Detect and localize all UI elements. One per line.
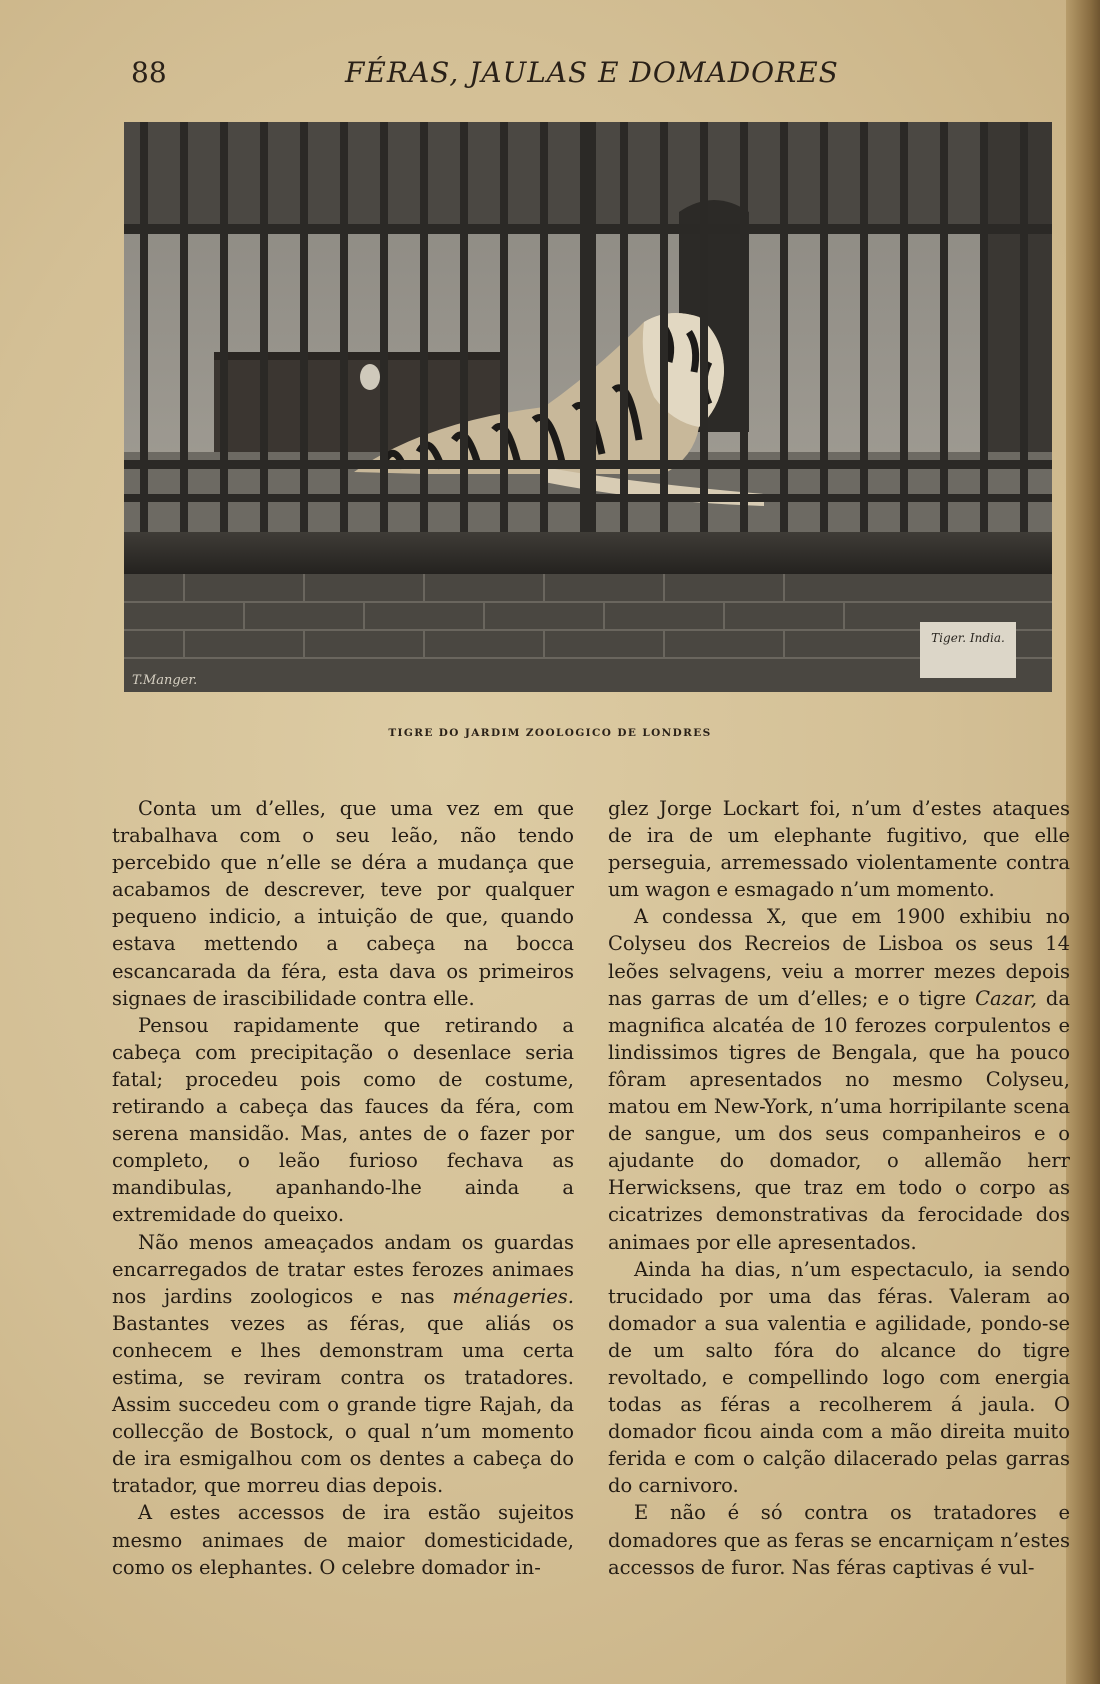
paragraph-continued: glez Jorge Lockart foi, n’um d’estes ataques de ira de um elephante fugitivo, que elle perseguia, arremessado violentamente contra um wagon e esmagado n’um momento. (608, 797, 1070, 902)
tiger-cage-photograph (124, 122, 1052, 692)
paragraph: Ainda ha dias, n’um espectaculo, ia sendo trucidado por uma das féras. Valeram ao domador a sua valentia e agilidade, pondo-se de um salto fóra do alcance do tigre revoltado, e compellindo logo com energia todas as féras a recolherem á jaula. O domador ficou ainda com a mão direita muito ferida e com o calção dilacerado pelas garras do carnivoro. (608, 1257, 1070, 1498)
paragraph (608, 903, 1070, 1255)
photographer-mark: T.Manger. (132, 673, 198, 688)
figure-caption: TIGRE DO JARDIM ZOOLOGICO DE LONDRES (388, 727, 712, 739)
running-title: FÉRAS, JAULAS E DOMADORES (345, 56, 839, 89)
paragraph (112, 1229, 574, 1500)
left-column (112, 795, 574, 1581)
photo-illustration (124, 122, 1052, 692)
sign-text: Tiger. India. (931, 631, 1005, 645)
right-column (608, 795, 1070, 1581)
italic-term: ménageries. (452, 1284, 574, 1308)
paragraph: A estes accessos de ira estão sujeitos mesmo animaes de maior domesticidade, como os elephantes. O celebre domador in- (112, 1501, 574, 1579)
page-number: 88 (131, 56, 167, 89)
paragraph: E não é só contra os tratadores e domadores que as feras se encarniçam n’estes accessos de furor. Nas féras captivas é vul- (608, 1501, 1070, 1579)
italic-term: Cazar, (975, 986, 1037, 1010)
text-run: da magnifica alcatéa de 10 ferozes corpulentos e lindissimos tigres de Bengala, que ha pouco fôram apresentados no mesmo Colyseu, matou em New-York, n’uma horripilante scena de sangue, um dos seus companheiros e o ajudante do domador, o allemão herr Herwicksens, que traz em todo o corpo as cicatrizes demonstrativas da ferocidade dos animaes por elle apresentados. (608, 986, 1071, 1254)
text-run: Bastantes vezes as féras, que aliás os conhecem e lhes demonstram uma certa estima, se reviram contra os tratadores. Assim succedeu com o grande tigre Rajah, da collecção de Bostock, o qual n’um momento de ira esmigalhou com os dentes a cabeça do tratador, que morreu dias depois. (112, 1311, 574, 1498)
paragraph: Pensou rapidamente que retirando a cabeça com precipitação o desenlace seria fatal; procedeu pois como de costume, retirando a cabeça das fauces da féra, com serena mansidão. Mas, antes de o fazer por completo, o leão furioso fechava as mandibulas, apanhando-lhe ainda a extremidade do queixo. (112, 1013, 574, 1227)
text-run: Não menos ameaçados andam os guardas encarregados de tratar estes ferozes animaes nos jardins zoologicos e nas (112, 1230, 574, 1308)
paragraph: Conta um d’elles, que uma vez em que trabalhava com o seu leão, não tendo percebido que n’elle se déra a mudança que acabamos de descrever, teve por qualquer pequeno indicio, a intuição de que, quando estava mettendo a cabeça na bocca escancarada da féra, esta dava os primeiros signaes de irascibilidade contra elle. (112, 797, 574, 1010)
page-edge (1066, 0, 1100, 1684)
text-run: A condessa X, que em 1900 exhibiu no Colyseu dos Recreios de Lisboa os seus 14 leões selvagens, veiu a morrer mezes depois nas garras de um d’elles; e o tigre (608, 905, 1070, 1010)
